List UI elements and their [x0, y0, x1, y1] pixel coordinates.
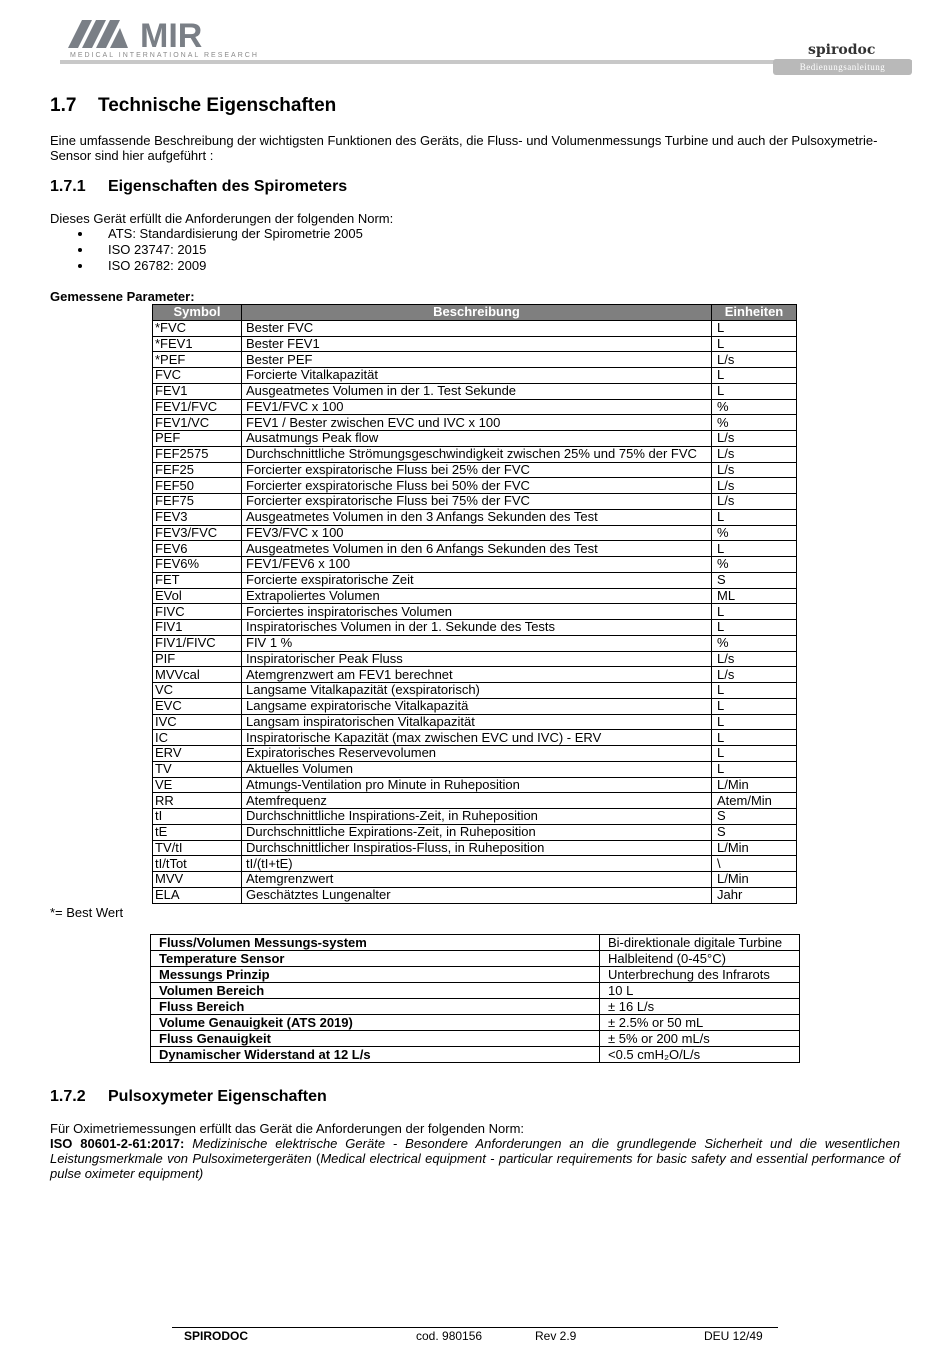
spec-label-cell: Messungs Prinzip: [151, 967, 600, 983]
unit-cell: L: [712, 604, 797, 620]
footer-rule: [172, 1327, 778, 1328]
spec-label-cell: Volumen Bereich: [151, 983, 600, 999]
table-row: [153, 446, 797, 462]
unit-cell: L: [712, 320, 797, 336]
table-row: [153, 572, 797, 588]
spec-label-cell: Fluss/Volumen Messungs-system: [151, 935, 600, 951]
symbol-cell: IVC: [153, 714, 242, 730]
norm-intro: Dieses Gerät erfüllt die Anforderungen der folgenden Norm:: [50, 211, 394, 226]
unit-cell: L/s: [712, 431, 797, 447]
description-cell: Geschätztes Lungenalter: [242, 887, 712, 903]
description-cell: Ausatmungs Peak flow: [242, 431, 712, 447]
symbol-cell: MVV: [153, 872, 242, 888]
section-intro: Eine umfassende Beschreibung der wichtigsten Funktionen des Geräts, die Fluss- und Volumenmessungs Turbine und auch der Pulsoxymetrie-Sensor sind hier aufgeführt :: [50, 133, 878, 163]
table-row: [153, 840, 797, 856]
description-cell: Atmungs-Ventilation pro Minute in Ruheposition: [242, 777, 712, 793]
symbol-cell: PEF: [153, 431, 242, 447]
table-row: [153, 856, 797, 872]
table-row: [153, 824, 797, 840]
unit-cell: L: [712, 746, 797, 762]
description-cell: Durchschnittlicher Inspiratios-Fluss, in Ruheposition: [242, 840, 712, 856]
description-cell: Inspiratorische Kapazität (max zwischen EVC und IVC) - ERV: [242, 730, 712, 746]
list-item: [74, 226, 363, 242]
section-heading: [50, 95, 336, 117]
bullet-icon: [78, 232, 82, 236]
unit-cell: Jahr: [712, 887, 797, 903]
description-cell: Forcierte Vitalkapazität: [242, 368, 712, 384]
unit-cell: L/Min: [712, 872, 797, 888]
description-cell: Forcierte exspiratorische Zeit: [242, 572, 712, 588]
table-row: [151, 983, 800, 999]
table-row: [153, 368, 797, 384]
description-cell: Inspiratorischer Peak Fluss: [242, 651, 712, 667]
symbol-cell: FIVC: [153, 604, 242, 620]
spec-label-cell: Fluss Bereich: [151, 999, 600, 1015]
description-cell: Durchschnittliche Strömungsgeschwindigkeit zwischen 25% und 75% der FVC: [242, 446, 712, 462]
unit-cell: L: [712, 620, 797, 636]
description-cell: Bester FVC: [242, 320, 712, 336]
table-row: [153, 761, 797, 777]
symbol-cell: FEF2575: [153, 446, 242, 462]
oximeter-intro: Für Oximetriemessungen erfüllt das Gerät die Anforderungen der folgenden Norm:: [50, 1121, 525, 1136]
description-cell: FEV1 / Bester zwischen EVC und IVC x 100: [242, 415, 712, 431]
unit-cell: L/Min: [712, 777, 797, 793]
unit-cell: L: [712, 383, 797, 399]
spec-value-cell: ± 2.5% or 50 mL: [600, 1015, 800, 1031]
unit-cell: L/Min: [712, 840, 797, 856]
description-cell: FEV1/FVC x 100: [242, 399, 712, 415]
unit-cell: S: [712, 572, 797, 588]
table-row: [151, 951, 800, 967]
norm-text: ISO 26782: 2009: [108, 258, 207, 273]
table-row: [153, 509, 797, 525]
description-cell: Ausgeatmetes Volumen in der 1. Test Sekunde: [242, 383, 712, 399]
unit-cell: L: [712, 683, 797, 699]
table-row: [151, 1031, 800, 1047]
description-cell: Bester PEF: [242, 352, 712, 368]
description-cell: Forcierter exspiratorische Fluss bei 50% der FVC: [242, 478, 712, 494]
table-row: [153, 730, 797, 746]
spec-value-cell: ± 5% or 200 mL/s: [600, 1031, 800, 1047]
description-cell: Atemgrenzwert am FEV1 berechnet: [242, 667, 712, 683]
spec-label-cell: Dynamischer Widerstand at 12 L/s: [151, 1047, 600, 1063]
unit-cell: L: [712, 336, 797, 352]
table-row: [153, 588, 797, 604]
unit-cell: L: [712, 368, 797, 384]
table-row: [153, 431, 797, 447]
description-cell: Expiratorisches Reservevolumen: [242, 746, 712, 762]
table-row: [153, 746, 797, 762]
page-header: [0, 0, 950, 80]
unit-cell: L: [712, 761, 797, 777]
norm-text: ATS: Standardisierung der Spirometrie 2005: [108, 226, 363, 241]
description-cell: FEV1/FEV6 x 100: [242, 557, 712, 573]
description-cell: Langsam inspiratorischen Vitalkapazität: [242, 714, 712, 730]
table-row: [153, 383, 797, 399]
oximeter-norm: [50, 1136, 900, 1181]
column-header: Beschreibung: [242, 305, 712, 321]
symbol-cell: FEV3/FVC: [153, 525, 242, 541]
symbol-cell: FEV6: [153, 541, 242, 557]
table-row: [153, 651, 797, 667]
symbol-cell: FVC: [153, 368, 242, 384]
table-row: [151, 1015, 800, 1031]
norm-paren: (: [315, 1151, 321, 1166]
spec-value-cell: <0.5 cmH₂O/L/s: [600, 1047, 800, 1063]
description-cell: Durchschnittliche Inspirations-Zeit, in Ruheposition: [242, 809, 712, 825]
spec-label-cell: Fluss Genauigkeit: [151, 1031, 600, 1047]
section-title: Technische Eigenschaften: [98, 95, 337, 116]
symbol-cell: FET: [153, 572, 242, 588]
table-row: [153, 620, 797, 636]
unit-cell: S: [712, 809, 797, 825]
footer-revision: Rev 2.9: [535, 1329, 577, 1343]
spec-value-cell: ± 16 L/s: [600, 999, 800, 1015]
subsection-heading-spirometer: [50, 178, 347, 196]
footer-code: cod. 980156: [416, 1329, 483, 1343]
symbol-cell: *PEF: [153, 352, 242, 368]
description-cell: Forcierter exspiratorische Fluss bei 75% der FVC: [242, 494, 712, 510]
description-cell: Aktuelles Volumen: [242, 761, 712, 777]
specifications-table-body: [151, 935, 800, 1063]
symbol-cell: MVVcal: [153, 667, 242, 683]
spec-label-cell: Volume Genauigkeit (ATS 2019): [151, 1015, 600, 1031]
logo-text: MIR: [140, 17, 203, 54]
symbol-cell: FIV1/FIVC: [153, 635, 242, 651]
table-row: [153, 525, 797, 541]
table-row: [151, 1047, 800, 1063]
unit-cell: %: [712, 415, 797, 431]
norm-description-en: Medical electrical equipment - particular requirements for basic safety and essential performance of pulse oximeter equipment): [50, 1151, 900, 1181]
description-cell: FEV3/FVC x 100: [242, 525, 712, 541]
table-row: [153, 352, 797, 368]
symbol-cell: TV/tI: [153, 840, 242, 856]
description-cell: tI/(tI+tE): [242, 856, 712, 872]
symbol-cell: tI/tTot: [153, 856, 242, 872]
table-row: [153, 541, 797, 557]
description-cell: Ausgeatmetes Volumen in den 6 Anfangs Sekunden des Test: [242, 541, 712, 557]
spec-value-cell: Halbleitend (0-45°C): [600, 951, 800, 967]
table-row: [153, 336, 797, 352]
table-row: [153, 320, 797, 336]
unit-cell: Atem/Min: [712, 793, 797, 809]
norm-list: [74, 226, 363, 274]
symbol-cell: EVol: [153, 588, 242, 604]
unit-cell: L/s: [712, 462, 797, 478]
unit-cell: L: [712, 509, 797, 525]
table-row: [153, 635, 797, 651]
table-row: [153, 604, 797, 620]
brand-tab: Bedienungsanleitung: [773, 59, 912, 75]
symbol-cell: FEV1/VC: [153, 415, 242, 431]
table-row: [153, 462, 797, 478]
column-header: Einheiten: [712, 305, 797, 321]
table-row: [153, 714, 797, 730]
symbol-cell: IC: [153, 730, 242, 746]
symbol-cell: PIF: [153, 651, 242, 667]
symbol-cell: VE: [153, 777, 242, 793]
list-item: [74, 242, 363, 258]
unit-cell: ML: [712, 588, 797, 604]
spec-label-cell: Temperature Sensor: [151, 951, 600, 967]
table-row: [151, 935, 800, 951]
symbol-cell: ERV: [153, 746, 242, 762]
section-number: 1.7: [50, 95, 77, 116]
subsection-title: Eigenschaften des Spirometers: [108, 178, 348, 195]
column-header: Symbol: [153, 305, 242, 321]
bullet-icon: [78, 264, 82, 268]
norm-description: Medizinische elektrische Geräte - Besondere Anforderungen an die grundlegende Sicherheit und die wesentlichen Leistungsmerkmale von Pulsoximetergeräten: [50, 1136, 900, 1166]
unit-cell: L/s: [712, 651, 797, 667]
table-row: [153, 887, 797, 903]
unit-cell: L/s: [712, 667, 797, 683]
unit-cell: L/s: [712, 352, 797, 368]
logo-subtitle: MEDICAL INTERNATIONAL RESEARCH: [70, 52, 259, 59]
description-cell: Extrapoliertes Volumen: [242, 588, 712, 604]
symbol-cell: FEV1: [153, 383, 242, 399]
params-label: Gemessene Parameter:: [50, 289, 195, 304]
description-cell: Bester FEV1: [242, 336, 712, 352]
description-cell: Atemfrequenz: [242, 793, 712, 809]
symbol-cell: FEV3: [153, 509, 242, 525]
table-header-row: [153, 305, 797, 321]
symbol-cell: FEF50: [153, 478, 242, 494]
brand-name: spirodoc: [808, 42, 876, 58]
parameters-table-body: [153, 320, 797, 903]
unit-cell: L: [712, 698, 797, 714]
specifications-table: [150, 934, 800, 1063]
symbol-cell: FIV1: [153, 620, 242, 636]
norm-code: ISO 80601-2-61:2017:: [50, 1136, 185, 1151]
description-cell: Forcierter exspiratorische Fluss bei 25% der FVC: [242, 462, 712, 478]
unit-cell: %: [712, 635, 797, 651]
spec-value-cell: Bi-direktionale digitale Turbine: [600, 935, 800, 951]
symbol-cell: TV: [153, 761, 242, 777]
unit-cell: \: [712, 856, 797, 872]
symbol-cell: tI: [153, 809, 242, 825]
table-row: [153, 793, 797, 809]
description-cell: Inspiratorisches Volumen in der 1. Sekunde des Tests: [242, 620, 712, 636]
description-cell: Ausgeatmetes Volumen in den 3 Anfangs Sekunden des Test: [242, 509, 712, 525]
footer-page-number: DEU 12/49: [704, 1329, 763, 1343]
unit-cell: L/s: [712, 446, 797, 462]
description-cell: Forciertes inspiratorisches Volumen: [242, 604, 712, 620]
table-row: [153, 777, 797, 793]
unit-cell: L: [712, 714, 797, 730]
subsection-title: Pulsoxymeter Eigenschaften: [108, 1088, 327, 1105]
symbol-cell: tE: [153, 824, 242, 840]
symbol-cell: FEV1/FVC: [153, 399, 242, 415]
symbol-cell: VC: [153, 683, 242, 699]
bullet-icon: [78, 248, 82, 252]
table-row: [153, 494, 797, 510]
symbol-cell: EVC: [153, 698, 242, 714]
norm-text: ISO 23747: 2015: [108, 242, 207, 257]
description-cell: Langsame expiratorische Vitalkapazitä: [242, 698, 712, 714]
unit-cell: S: [712, 824, 797, 840]
symbol-cell: ELA: [153, 887, 242, 903]
parameters-table: [152, 304, 797, 904]
unit-cell: L: [712, 541, 797, 557]
subsection-heading-oximeter: [50, 1088, 327, 1106]
unit-cell: L/s: [712, 494, 797, 510]
table-row: [153, 557, 797, 573]
symbol-cell: *FVC: [153, 320, 242, 336]
symbol-cell: *FEV1: [153, 336, 242, 352]
unit-cell: %: [712, 525, 797, 541]
spec-value-cell: 10 L: [600, 983, 800, 999]
unit-cell: L/s: [712, 478, 797, 494]
footer-product: SPIRODOC: [184, 1329, 249, 1343]
subsection-number: 1.7.2: [50, 1088, 86, 1105]
spec-value-cell: Unterbrechung des Infrarots: [600, 967, 800, 983]
unit-cell: L: [712, 730, 797, 746]
table-row: [153, 683, 797, 699]
unit-cell: %: [712, 557, 797, 573]
table-row: [153, 399, 797, 415]
table-row: [151, 967, 800, 983]
symbol-cell: FEF75: [153, 494, 242, 510]
symbol-cell: RR: [153, 793, 242, 809]
symbol-cell: FEF25: [153, 462, 242, 478]
table-row: [153, 415, 797, 431]
description-cell: Durchschnittliche Expirations-Zeit, in Ruheposition: [242, 824, 712, 840]
table-row: [153, 478, 797, 494]
symbol-cell: FEV6%: [153, 557, 242, 573]
list-item: [74, 258, 363, 274]
table-row: [153, 698, 797, 714]
unit-cell: %: [712, 399, 797, 415]
table-row: [153, 872, 797, 888]
description-cell: Langsame Vitalkapazität (exspiratorisch): [242, 683, 712, 699]
description-cell: Atemgrenzwert: [242, 872, 712, 888]
table-row: [151, 999, 800, 1015]
table-row: [153, 667, 797, 683]
mir-logo: [68, 14, 238, 54]
table-row: [153, 809, 797, 825]
best-value-note: *= Best Wert: [50, 905, 124, 920]
subsection-number: 1.7.1: [50, 178, 86, 195]
description-cell: FIV 1 %: [242, 635, 712, 651]
